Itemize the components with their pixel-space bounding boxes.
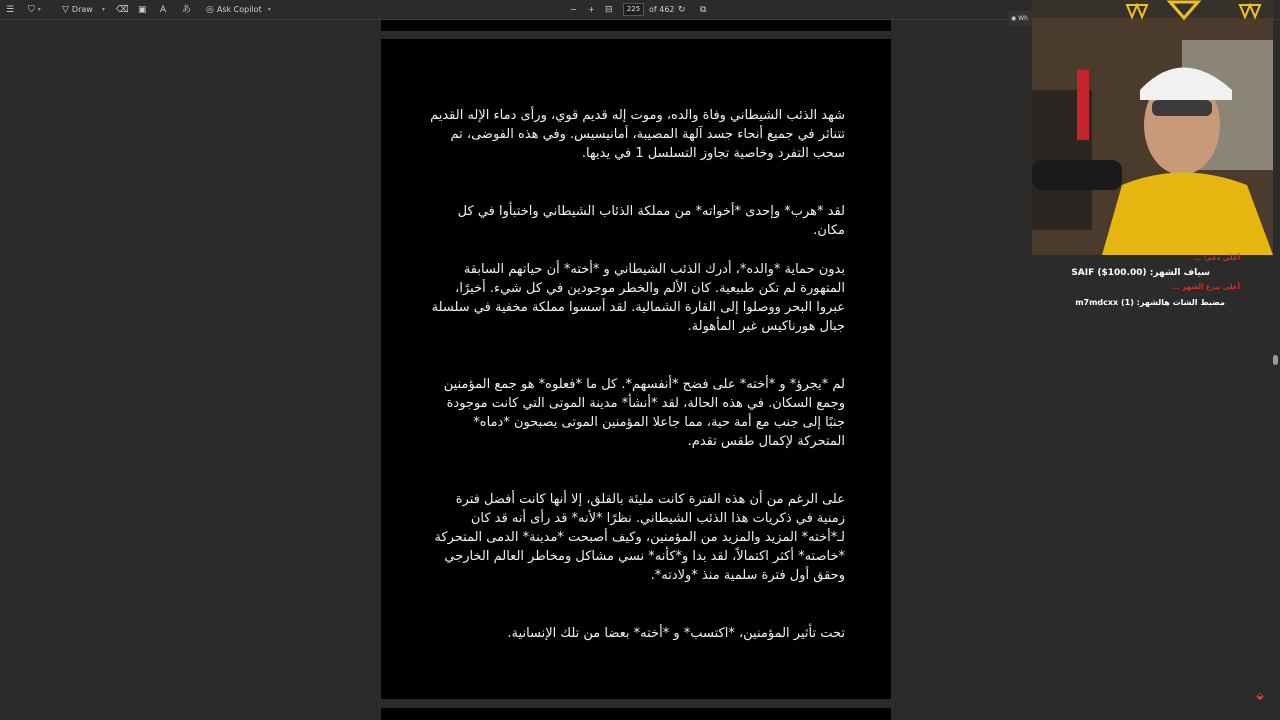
rotate-button[interactable] [678,3,686,17]
highlighter-icon: ⛉ [28,5,35,15]
draw-button[interactable] [62,3,105,17]
page-total: of 462 [649,5,675,14]
draw-label: Draw [71,5,93,14]
page-number-input[interactable]: 225 [623,3,644,16]
highlight-button[interactable] [28,3,41,17]
webcam-illustration [1032,0,1273,255]
stat-mod: مضبط الشات هالشهر: m7mdcxx (1) [1075,298,1225,307]
paragraph-5: على الرغم من أن هذه الفترة كانت مليئة بالقلق، إلا أنها كانت أفضل فترة زمنية في ذكريات هذا الذئب الشيطاني. نظرًا *لأنه* قد رأى أنه قد كان لـ*أخته* المزيد والمزيد من المؤمنين، وكيف أصبحت *مدينة* الدمى المتحركة *خاصته* أكثر اكتمالاً، لقد بدا و*كأنه* نسي مشاكل ومخاطر العالم الخارجي وحقق أول فترة سلمية منذ *ولادته*. [434,492,845,583]
stream-stats [1050,254,1250,314]
ask-copilot-button[interactable] [206,3,271,17]
chevron-down-icon: ▾ [267,6,271,13]
read-aloud-icon: A [160,5,167,15]
scrollbar-thumb[interactable] [1273,355,1278,365]
zoom-out-icon: − [570,5,577,14]
text-box-button[interactable] [138,3,147,17]
paragraph-4: لم *يجرؤ* و *أخته* على فضح *أنفسهم*. كل ما *فعلوه* هو جمع المؤمنين وجمع السكان. في هذه الحالة، لقد *أنشأ* مدينة الموتى التي كانت موجودة جنبًا إلى جنب مع أمة حية، مما جاعلا المؤمنين الموتى يصبحون *دماه* المتحركة لإكمال طقس تقدم. [443,377,845,449]
paragraph-6: تحت تأثير المؤمنين، *اكتسب* و *أخته* بعضا من تلك الإنسانية. [507,626,845,641]
zoom-out-button[interactable] [570,3,577,17]
fit-page-button[interactable] [605,3,613,17]
stat-top: أعلى دعم: ... [1193,254,1240,262]
contents-button[interactable] [6,3,14,17]
draw-icon: ▽ [62,5,69,15]
read-aloud-button[interactable] [160,3,166,17]
rotate-icon: ↻ [678,5,686,15]
page-view-icon: ⧉ [700,5,707,15]
copilot-icon: ◎ [206,5,214,15]
webcam-feed [1032,0,1273,255]
paragraph-3: بدون حماية *والده*، أدرك الذئب الشيطاني و *أخته* أن حياتهم السابقة المتهورة لم تكن طبيعية. كان الألم والخطر موجودين في كل شيء. أخيرًا، عبروا البحر ووصلوا إلى القارة الشمالية. لقد أسسوا مملكة مخفية في سلسلة جبال هورناكيس غير المأهولة. [431,262,845,334]
list-icon: ☰ [6,5,15,15]
ask-copilot-label: Ask Copilot [216,5,262,14]
zoom-in-icon: + [588,5,595,14]
eye-icon: ◉ [1011,15,1017,22]
stat-red-2: أعلى تبرع الشهر ... [1171,283,1240,291]
eraser-icon: ⌫ [116,5,129,15]
next-page [381,708,891,720]
erase-button[interactable] [116,3,129,17]
translate-button[interactable] [182,3,191,17]
overlay-tab-left [1008,11,1032,26]
fit-page-icon: ⊟ [605,5,613,15]
chevron-down-icon: ▾ [37,6,41,13]
paragraph-2: لقد *هرب* وإحدى *أخواته* من مملكة الذئاب الشيطاني واختبأوا في كل مكان. [457,204,845,238]
pdf-page [381,39,891,699]
page-view-button[interactable] [700,3,706,17]
translate-icon: あ [182,5,192,15]
pdf-app-icon: ⬙ [1256,691,1264,702]
overlay-tab-left-label: Wh [1018,15,1028,22]
text-box-icon: ▣ [138,5,147,15]
stat-saif: سياف الشهر: SAIF ($100.00) [1071,268,1210,278]
zoom-in-button[interactable] [588,3,595,17]
paragraph-1: شهد الذئب الشيطاني وفاة والده، وموت إله قديم قوي، ورأى دماء الإله القديم تتناثر في جميع أنحاء جسد آلهة المصيبة، أمانيسيس. وفي هذه الفوضى، تم سحب التفرد وخاصية تجاوز التسلسل 1 في يديها. [430,108,845,161]
previous-page [381,20,891,31]
chevron-down-icon: ▾ [101,6,105,13]
